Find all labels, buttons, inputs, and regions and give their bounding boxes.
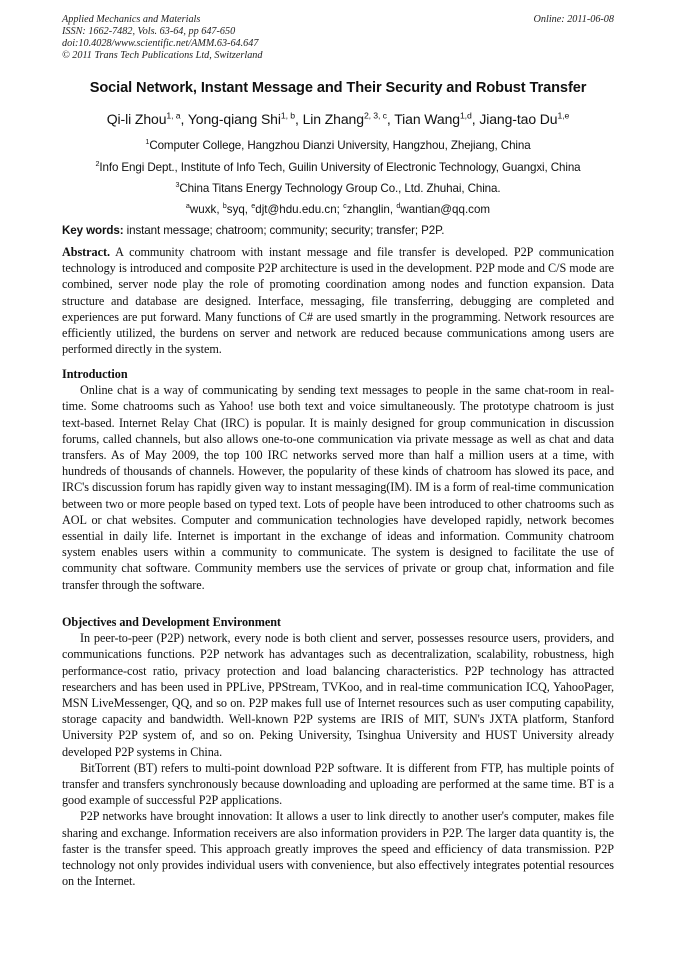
author: Lin Zhang$^{2, 3, c}$, bbox=[302, 110, 395, 127]
author: Yong-qiang Shi$^{1, b}$, bbox=[187, 110, 303, 127]
publication-info bbox=[62, 14, 262, 62]
author: Jiang-tao Du$^{1,e}$ bbox=[479, 110, 570, 127]
author: Qi-li Zhou$^{1, a}$, bbox=[106, 110, 188, 127]
affiliation-1: $^1$Computer College, Hangzhou Dianzi University, Hangzhou, Zhejiang, China bbox=[145, 137, 531, 152]
objectives-paragraph-1: In peer-to-peer (P2P) network, every node is both client and server, possesses resource users, providers, and communications functions. P2P network has advantages such as decentralization, scalability, robustness, high performance-cost ratio, privacy protection and load balancing characteristics. P2P technology has attracted researchers and has been used in PPLive, PPStream, TVKoo, and in real-time communication ICQ, YahooPager, MSN LiveMessenger, QQ, and so on. P2P makes full use of Internet resources such as user computing capability, storage capacity and bandwidth. Well-known P2P systems are IRIS of MIT, SUN's JXTA platform, Stanford University P2P system of, and so on. Peking University, Tsinghua University and HUST University already developed P2P systems in China. bbox=[62, 631, 614, 759]
objectives-heading: Objectives and Development Environment bbox=[62, 615, 281, 629]
abstract-section bbox=[62, 244, 614, 357]
copyright-line: © 2011 Trans Tech Publications Ltd, Switzerland bbox=[62, 50, 263, 61]
abstract-paragraph bbox=[62, 244, 614, 357]
introduction-heading: Introduction bbox=[62, 367, 128, 381]
abstract-text: A community chatroom with instant message and file transfer is developed. P2P communication technology is introduced and composite P2P architecture is used in the development. P2P mode and C/S mode are combined, server node play the role of promoting coordination among nodes and function expansion. Data structure and database are designed. Interface, messaging, file transferring, debugging are completed and experiences are put forward. Many functions of C# are used smartly in the programming. Network resources are efficiently utilized, the burdens on server and network are reduced because communications among users are performed directly in the system. bbox=[62, 245, 614, 357]
journal-name: Applied Mechanics and Materials bbox=[62, 14, 201, 25]
objectives-paragraph-2: BitTorrent (BT) refers to multi-point download P2P software. It is different from FTP, has multiple points of transfer and transfers synchronously because downloading and uploading are performed at the same time. BT is a good example of successful P2P applications. bbox=[62, 760, 614, 808]
keywords bbox=[62, 224, 614, 237]
introduction-section bbox=[62, 366, 614, 593]
author-emails: $^a$wuxk, $^b$syq, $^e$djt@hdu.edu.cn; $^c$zhanglin, $^d$wantian@qq.com bbox=[185, 201, 491, 216]
objectives-section bbox=[62, 614, 614, 889]
keywords-text: instant message; chatroom; community; security; transfer; P2P. bbox=[123, 224, 445, 237]
affiliation-3: $^3$China Titans Energy Technology Group Co., Ltd. Zhuhai, China. bbox=[175, 180, 501, 195]
author-list bbox=[62, 111, 614, 127]
online-date: Online: 2011-06-08 bbox=[533, 14, 614, 25]
objectives-paragraph-3: P2P networks have brought innovation: It allows a user to link directly to another user's computer, makes file sharing and exchange. Information receivers are also information providers in P2P. The larger data quantity is, the faster is the transfer speed. This approach greatly improves the speed and efficiency of data transmission. P2P technology not only provides individual users with convenience, but also effectively integrates potential resources on the Internet. bbox=[62, 809, 614, 889]
issn-line: ISSN: 1662-7482, Vols. 63-64, pp 647-650 bbox=[62, 26, 236, 37]
keywords-label: Key words: bbox=[62, 224, 124, 237]
paper-title: Social Network, Instant Message and Their Security and Robust Transfer bbox=[89, 80, 587, 96]
abstract-label: Abstract. bbox=[62, 245, 110, 259]
doi-line: doi:10.4028/www.scientific.net/AMM.63-64.647 bbox=[62, 38, 259, 49]
author: Tian Wang$^{1,d}$, bbox=[394, 110, 480, 127]
affiliation-2: $^2$Info Engi Dept., Institute of Info Tech, Guilin University of Electronic Technology, Guangxi, China bbox=[95, 159, 581, 174]
introduction-paragraph: Online chat is a way of communicating by sending text messages to people in the same chat-room in real-time. Some chatrooms such as Yahoo! use both text and voice simultaneously. The prototype chatroom is just text-based. Internet Relay Chat (IRC) is popular. It is mainly designed for group communication in discussion forums, called channels, but also allows one-to-one communication via private message as well as chat and data transfers. As of May 2009, the top 100 IRC networks served more than half a million users at a time, with hundreds of thousands of channels. However, the popularity of these kinds of chatroom has slowed its pace, and IRC's discussion forum has rapidly given way to instant messaging(IM). IM is a form of real-time communication between two or more people based on typed text. Lots of people have been introduced to other chatrooms such as AOL or chat websites. Computer and communication technologies have developed rapidly, network becomes essential in daily life. Internet is important in the exchange of ideas and information. Community chatroom system enables users within a community to communicate. The system is designed to facilitate the use of community chat software. Community members use the services of private or group chat, information and file transfer through the software. bbox=[62, 383, 614, 592]
